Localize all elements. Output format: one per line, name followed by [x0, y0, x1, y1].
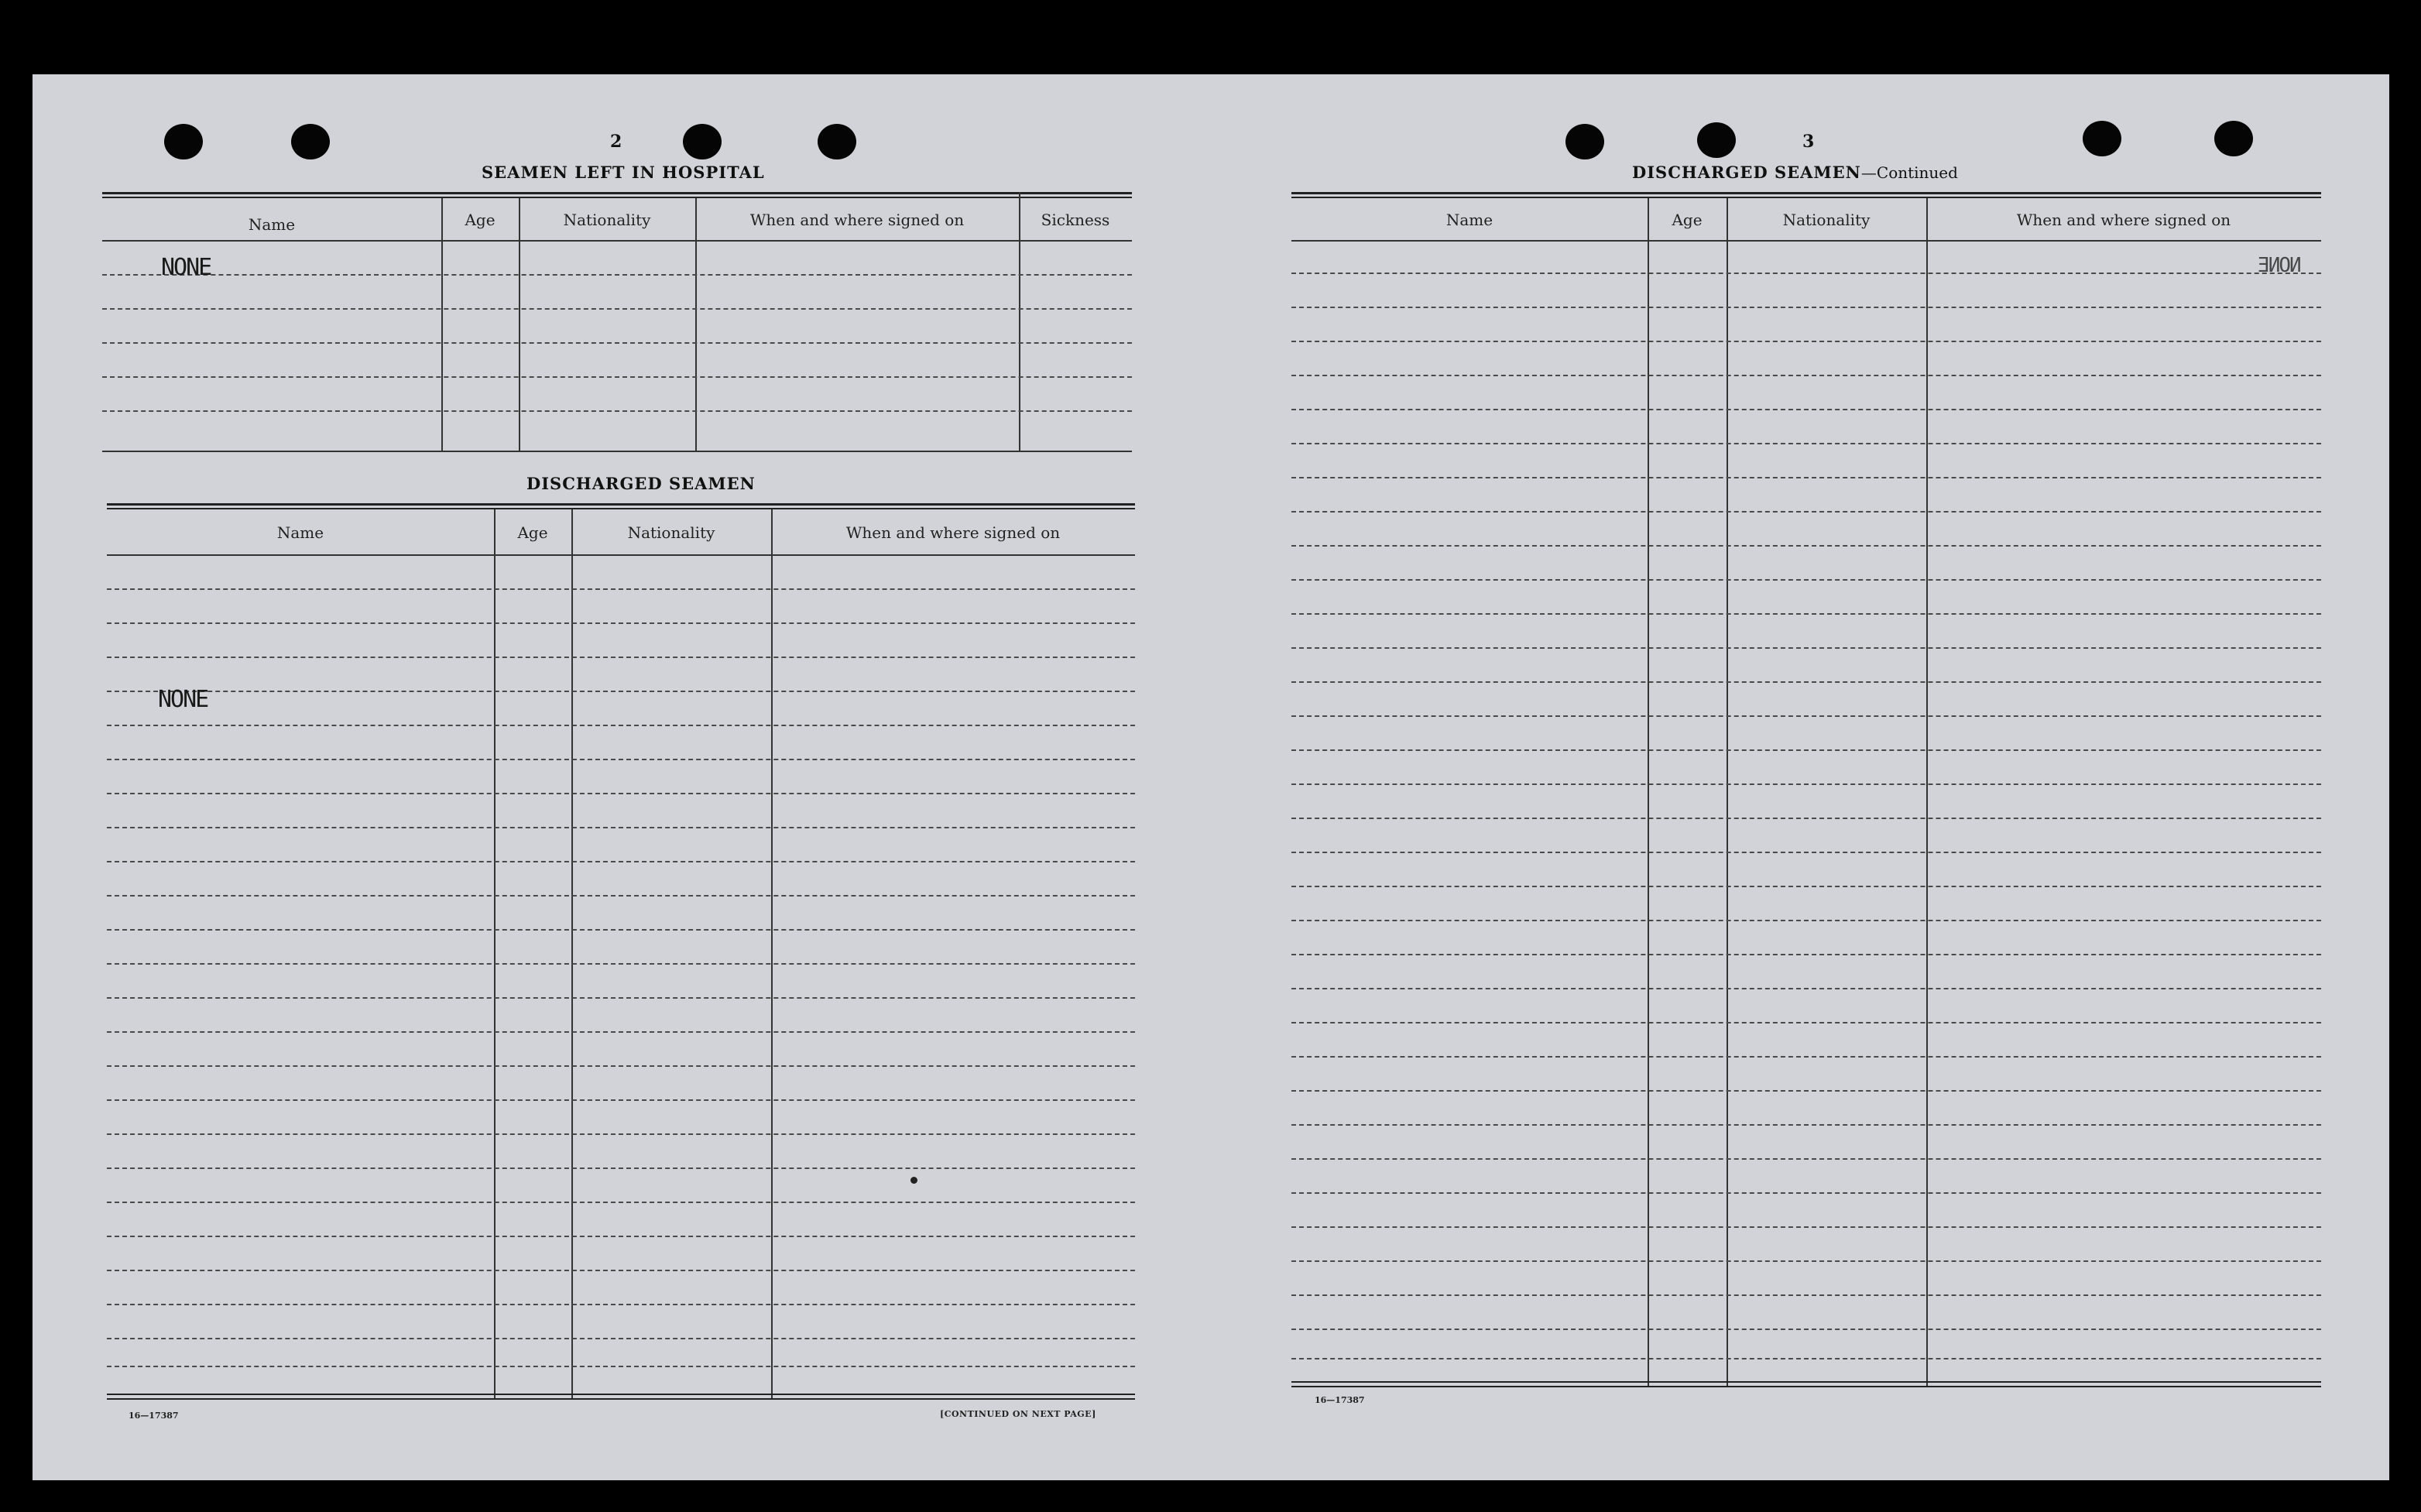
- punch-hole: [164, 124, 203, 159]
- form-number-right: 16—17387: [1315, 1395, 1365, 1405]
- discharged-section-title: DISCHARGED SEAMEN: [526, 474, 756, 493]
- discharged-entry-none: NONE: [158, 686, 208, 713]
- punch-hole: [818, 124, 856, 159]
- discharged-title-text: DISCHARGED SEAMEN: [1632, 163, 1861, 182]
- column-header-when-where: When and where signed on: [2016, 211, 2231, 229]
- punch-hole: [683, 124, 722, 159]
- punch-hole: [1697, 122, 1736, 158]
- column-header-age: Age: [1672, 211, 1703, 229]
- column-header-sickness: Sickness: [1041, 211, 1110, 229]
- discharged-table: [107, 503, 1135, 1406]
- column-header-when-where: When and where signed on: [845, 523, 1061, 542]
- continued-suffix: —Continued: [1860, 163, 1958, 182]
- column-header-age: Age: [517, 523, 548, 542]
- bleed-through-none: NONE: [2259, 254, 2302, 277]
- discharged-continued-table: [1291, 192, 2321, 1392]
- column-header-name: Name: [1445, 211, 1493, 229]
- document-sheet: [33, 74, 2389, 1480]
- column-header-name: Name: [276, 523, 324, 542]
- page-number-right: 3: [1802, 132, 1815, 152]
- column-header-nationality: Nationality: [1782, 211, 1871, 229]
- punch-hole: [1565, 124, 1604, 159]
- column-header-when-where: When and where signed on: [749, 211, 965, 229]
- hospital-entry-none: NONE: [161, 254, 211, 281]
- discharged-continued-title: [1632, 163, 1958, 182]
- page-number-left: 2: [610, 132, 622, 152]
- column-header-name: Name: [248, 215, 296, 234]
- hospital-section-title: SEAMEN LEFT IN HOSPITAL: [482, 163, 765, 182]
- column-header-nationality: Nationality: [627, 523, 715, 542]
- continued-note: [CONTINUED ON NEXT PAGE]: [940, 1409, 1096, 1419]
- column-header-nationality: Nationality: [563, 211, 651, 229]
- column-header-age: Age: [465, 211, 496, 229]
- punch-hole: [2083, 121, 2121, 156]
- hospital-table: [102, 192, 1132, 455]
- form-number-left: 16—17387: [129, 1411, 179, 1421]
- punch-hole: [291, 124, 330, 159]
- punch-hole: [2214, 121, 2253, 156]
- ink-dot: [910, 1177, 917, 1184]
